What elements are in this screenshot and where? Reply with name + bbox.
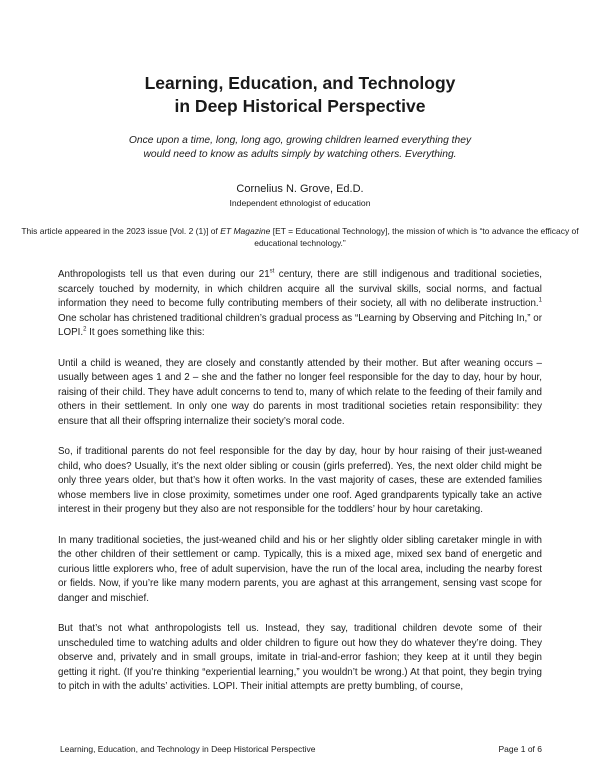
epigraph-line-1: Once upon a time, long, long ago, growing children learned everything they bbox=[128, 135, 472, 146]
page-footer bbox=[60, 744, 542, 755]
footer-title: Learning, Education, and Technology in Deep Historical Perspective bbox=[60, 744, 316, 754]
publication-note-after: [ET = Educational Technology], the mission of which is “to advance the efficacy of educational technology.” bbox=[254, 226, 579, 248]
paragraph-1-text-a: Anthropologists tell us that even during our 21 bbox=[58, 269, 270, 280]
footnote-ref-2[interactable]: 2 bbox=[83, 326, 87, 333]
title-line-1: Learning, Education, and Technology bbox=[144, 73, 456, 93]
paragraph-5: But that’s not what anthropologists tell us. Instead, they say, traditional children devote some of their unscheduled time to watching adults and older children to figure out how they do whatever they’re doing. They observe and, privately and in small groups, imitate in trial-and-error fashion; they keep at it until they begin getting it right. (If you’re thinking “experiential learning,” you wouldn’t be wrong.) At that point, they begin trying to pitch in with the adults’ activities. LOPI. Their initial attempts are pretty bumbling, of course, bbox=[58, 623, 542, 692]
paragraph-3: So, if traditional parents do not feel responsible for the day by day, hour by hour raising of their just-weaned child, who does? Usually, it’s the next older sibling or cousin (girls preferred). Yes, the next older child might be only three years older, but that’s how it often works. In the vast majority of cases, these are extended families whose members live in close proximity, sometimes under one roof. Aged grandparents typically take an active interest in their progeny but they also are not responsible for the toddlers’ hour by hour caretaking. bbox=[58, 446, 542, 515]
paragraph-2: Until a child is weaned, they are closely and constantly attended by their mother. But after weaning occurs – usually between ages 1 and 2 – she and the father no longer feel responsible for the day to day, hour by hour, raising of their child. They have adult concerns to tend to, many of which relate to the feeding of their family and others in their settlement. In only one way do parents in most traditional societies retain responsibility: they ensure that all their offspring internalize their society’s moral code. bbox=[58, 357, 542, 427]
author-affiliation: Independent ethnologist of education bbox=[229, 198, 371, 208]
paragraph-1 bbox=[58, 268, 542, 341]
author-name: Cornelius N. Grove, Ed.D. bbox=[236, 183, 364, 195]
publication-note bbox=[0, 225, 600, 249]
paragraph-1-text-c: One scholar has christened traditional children’s gradual process as “Learning by Observing and Pitching In,” or LOPI. bbox=[58, 312, 542, 338]
magazine-name: ET Magazine bbox=[220, 226, 271, 236]
epigraph-line-2: would need to know as adults simply by watching others. Everything. bbox=[143, 149, 457, 160]
paragraph-1-text-d: It goes something like this: bbox=[86, 327, 205, 338]
page-number: Page 1 of 6 bbox=[498, 744, 542, 754]
page-title bbox=[0, 72, 600, 118]
ordinal-superscript: st bbox=[269, 268, 275, 275]
publication-note-before: This article appeared in the 2023 issue [Vol. 2 (1)] of bbox=[21, 226, 221, 236]
article-body bbox=[58, 268, 542, 711]
title-line-2: in Deep Historical Perspective bbox=[174, 96, 426, 116]
paragraph-1-text-b: century, there are still indigenous and traditional societies, scarcely touched by modernity, in which children acquire all the survival skills, social norms, and factual information they need to become fully contributing members of their society, all with no deliberate instruction. bbox=[58, 269, 542, 309]
footnote-ref-1[interactable]: 1 bbox=[538, 297, 542, 304]
paragraph-4: In many traditional societies, the just-weaned child and his or her slightly older sibling caretaker mingle in with the other children of their settlement or camp. Typically, this is a mixed age, mixed sex band of energetic and curious little explorers who, free of adult supervision, have the run of the local area, including the nearby forest or fields. Now, if you’re like many modern parents, you are aghast at this arrangement, sensing vast scope for danger and mischief. bbox=[58, 534, 542, 604]
epigraph bbox=[0, 134, 600, 162]
